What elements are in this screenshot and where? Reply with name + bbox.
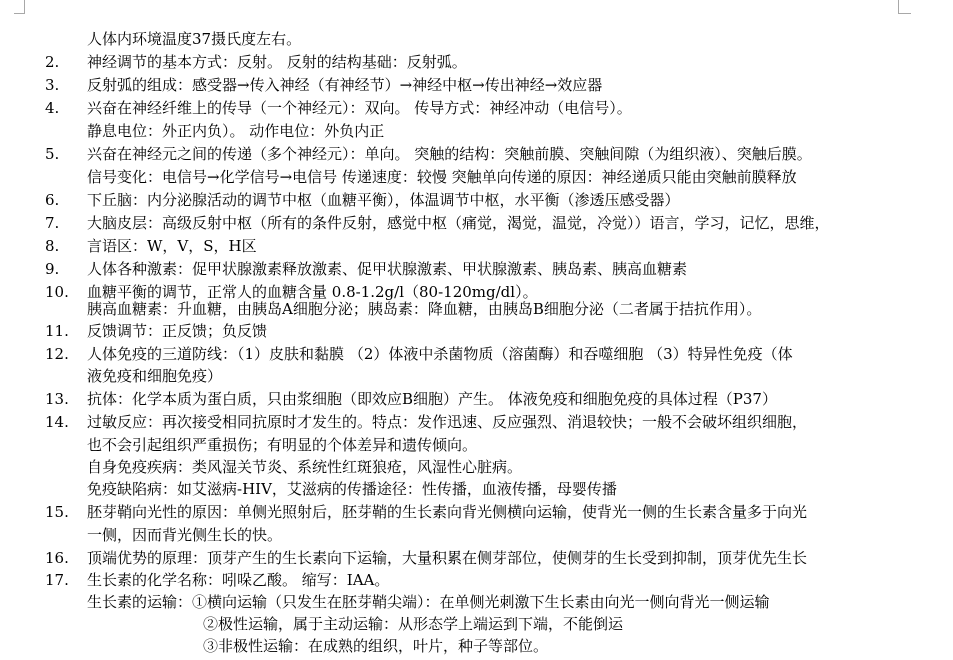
list-number: 3.	[45, 76, 60, 94]
list-number: 4.	[45, 99, 60, 117]
line-text: 胚芽鞘向光性的原因：单侧光照射后，胚芽鞘的生长素向背光侧横向运输，使背光一侧的生长素含量多于向光	[87, 503, 808, 521]
line-text: 自身免疫疾病：类风湿关节炎、系统性红斑狼疮，风湿性心脏病。	[87, 458, 523, 476]
line-text: 人体内环境温度37摄氏度左右。	[87, 30, 302, 48]
line-text: 神经调节的基本方式：反射。 反射的结构基础：反射弧。	[87, 53, 467, 71]
line-text: 兴奋在神经元之间的传递（多个神经元）：单向。 突触的结构：突触前膜、突触间隙（为组织液）、突触后膜。	[87, 145, 812, 163]
page-corner-mark-right	[898, 0, 911, 14]
line-text: ③非极性运输：在成熟的组织，叶片，种子等部位。	[203, 637, 549, 655]
line-text: 生长素的化学名称：吲哚乙酸。 缩写：IAA。	[87, 571, 390, 589]
line-text: 胰高血糖素：升血糖，由胰岛A细胞分泌；胰岛素：降血糖，由胰岛B细胞分泌（二者属于拮抗作用）。	[87, 300, 762, 318]
line-text: 反馈调节：正反馈；负反馈	[87, 322, 268, 340]
line-text: 人体免疫的三道防线：（1）皮肤和黏膜 （2）体液中杀菌物质（溶菌酶）和吞噬细胞 （3）特异性免疫（体	[87, 345, 793, 363]
line-text: 生长素的运输：①横向运输（只发生在胚芽鞘尖端）：在单侧光刺激下生长素由向光一侧向背光一侧运输	[87, 593, 770, 611]
line-text: 静息电位：外正内负）。 动作电位：外负内正	[87, 122, 385, 140]
line-text: 过敏反应：再次接受相同抗原时才发生的。特点：发作迅速、反应强烈、消退较快；一般不会破坏组织细胞，	[87, 413, 808, 431]
list-number: 6.	[45, 191, 60, 209]
list-number: 13.	[45, 390, 69, 408]
list-number: 12.	[45, 345, 69, 363]
line-text: 血糖平衡的调节，正常人的血糖含量 0.8-1.2g/l（80-120mg/dl）。	[87, 283, 538, 301]
line-text: 大脑皮层：高级反射中枢（所有的条件反射，感觉中枢（痛觉，渴觉，温觉，冷觉））语言，学习，记忆，思维，	[87, 214, 830, 232]
line-text: ②极性运输，属于主动运输：从形态学上端运到下端，不能倒运	[203, 615, 624, 633]
line-text: 言语区：W，V，S，H区	[87, 237, 257, 255]
line-text: 抗体：化学本质为蛋白质，只由浆细胞（即效应B细胞）产生。 体液免疫和细胞免疫的具体过程（P37）	[87, 390, 777, 408]
list-number: 16.	[45, 549, 69, 567]
line-text: 液免疫和细胞免疫）	[87, 367, 223, 385]
list-number: 9.	[45, 260, 60, 278]
list-number: 5.	[45, 145, 60, 163]
line-text: 也不会引起组织严重损伤；有明显的个体差异和遗传倾向。	[87, 436, 478, 454]
line-text: 反射弧的组成：感受器→传入神经（有神经节）→神经中枢→传出神经→效应器	[87, 76, 603, 94]
line-text: 一侧，因而背光侧生长的快。	[87, 526, 283, 544]
line-text: 信号变化：电信号→化学信号→电信号 传递速度：较慢 突触单向传递的原因：神经递质只能由突触前膜释放	[87, 168, 797, 186]
list-number: 17.	[45, 571, 69, 589]
list-number: 11.	[45, 322, 69, 340]
list-number: 7.	[45, 214, 60, 232]
line-text: 兴奋在神经纤维上的传导（一个神经元）：双向。 传导方式：神经冲动（电信号）。	[87, 99, 632, 117]
page-corner-mark-left	[14, 0, 25, 14]
list-number: 15.	[45, 503, 69, 521]
line-text: 免疫缺陷病：如艾滋病-HIV，艾滋病的传播途径：性传播，血液传播，母婴传播	[87, 480, 617, 498]
line-text: 顶端优势的原理：顶芽产生的生长素向下运输，大量积累在侧芽部位，使侧芽的生长受到抑制，顶芽优先生长	[87, 549, 808, 567]
line-text: 下丘脑：内分泌腺活动的调节中枢（血糖平衡），体温调节中枢，水平衡（渗透压感受器）	[87, 191, 680, 209]
line-text: 人体各种激素：促甲状腺激素释放激素、促甲状腺激素、甲状腺激素、胰岛素、胰高血糖素	[87, 260, 688, 278]
list-number: 8.	[45, 237, 60, 255]
list-number: 14.	[45, 413, 69, 431]
list-number: 2.	[45, 53, 60, 71]
list-number: 10.	[45, 283, 69, 301]
